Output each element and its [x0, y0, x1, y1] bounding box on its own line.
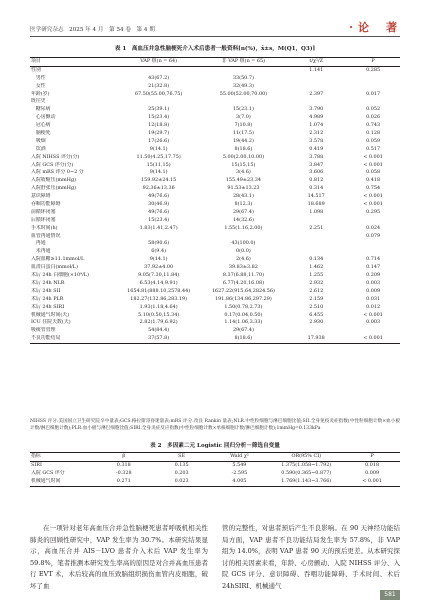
table1-cell: 后循环闭塞	[31, 216, 56, 223]
table1-cell: < 0.001	[363, 153, 383, 160]
table1-cell: 女性	[31, 82, 46, 89]
table1-cell: ICU 住院天数(天)	[31, 319, 71, 326]
table1-cell: 2.312	[309, 130, 324, 137]
table1-cell: 入院 GCS 评分(分)	[31, 161, 74, 168]
table1-cell: 术后 24h 白细胞(×10⁹/L)	[31, 272, 89, 279]
table1-cell: 0.012	[366, 303, 381, 310]
table1-cell: 男性	[31, 74, 46, 81]
table1-cell: 0.147	[366, 264, 381, 271]
table1-cell: 54(84.4)	[148, 327, 170, 334]
table1-cell	[346, 75, 400, 83]
table1-cell: 2(4.6)	[236, 256, 251, 263]
table1-cell: 21(32.8)	[148, 82, 170, 89]
table1-row	[30, 67, 400, 75]
table1-row	[30, 264, 400, 272]
table1-cell: 0.134	[309, 256, 324, 263]
table1-cell: 43(67.2)	[148, 74, 170, 81]
table1-cell	[346, 248, 400, 256]
table2-cell: -2.595	[231, 469, 248, 476]
table1-cell	[286, 217, 346, 225]
table1-cell: 糖尿病	[31, 106, 51, 113]
header-rule	[30, 36, 400, 37]
table2-cell: 1.375(1.058~1.792)	[281, 461, 332, 468]
table1-row	[30, 288, 400, 296]
table1-cell: 0.026	[366, 114, 381, 121]
table1-cell: 9(14.1)	[149, 169, 168, 176]
table1-cell: 9(14.1)	[149, 256, 168, 263]
table1-cell: 7(10.8)	[234, 122, 253, 129]
table1-cell: 0.418	[366, 177, 381, 184]
table1-cell: 0.058	[366, 169, 381, 176]
table2-header-row	[30, 453, 400, 461]
table1-cell: 1627.22(915.64,2824.56)	[211, 287, 275, 294]
table1-cell: 冠心病	[31, 122, 51, 129]
table1-cell: < 0.001	[363, 335, 383, 342]
table2-title: 表 2 多因素二元 Logistic 回归分析－筛选自变量	[150, 443, 280, 449]
table1-cell	[286, 240, 346, 248]
table1-cell: 30(46.9)	[148, 201, 170, 208]
body-paragraph-left: 在一项针对老年高血压合并急性脑梗死患者呼吸机相关性肺炎的回顾性研究中，VAP 发生率为 30.7%。本研究结果显示，高血压合并 AIS－LVO 患者介入术后 VAP 发生率为 59.8%，笔者推测本研究发生率高的原因是对合并高血压患者行 EVT 术，术后较高的血压致脑组织损伤血管内皮细胞，破坏了血	[30, 524, 208, 590]
table1-cell: 吸烟	[31, 137, 46, 144]
table1-cell: 1.55(1.16,2.00)	[224, 224, 263, 231]
table1-cell: 3(4.6)	[236, 169, 251, 176]
table1-cell: 43(100.0)	[231, 240, 256, 247]
table1-row	[30, 114, 400, 122]
table1-cell: 1.462	[309, 264, 324, 271]
table1-cell: 5.10(0.50,15.34)	[138, 311, 180, 318]
table2-bottom-rule	[30, 486, 400, 487]
table1-row	[30, 83, 400, 91]
table1-cell: 0.743	[366, 122, 381, 129]
table1-cell: 33(50.7)	[232, 74, 254, 81]
table1-cell: 0.009	[366, 287, 381, 294]
table1-cell: 入院血糖≥11.1mmol/L	[31, 256, 85, 263]
table1-cell: 0.024	[366, 224, 381, 231]
table1-cell: 19(29.7)	[148, 130, 170, 137]
table1-row	[30, 240, 400, 248]
table1-cell: 0.314	[309, 185, 324, 192]
table1-cell: 0.059	[366, 137, 381, 144]
table1-cell: 入院 NIHSS 评分(分)	[31, 153, 80, 160]
table1-cell: < 0.001	[363, 193, 383, 200]
table1-cell: 0.754	[366, 185, 381, 192]
table1-cell: 12(18.8)	[148, 122, 170, 129]
table1-cell: 术后 24h NLR	[31, 279, 65, 286]
table1-cell: 2.251	[309, 224, 324, 231]
table1-row	[30, 154, 400, 162]
table1-cell: 91.53±13.23	[227, 185, 260, 192]
table1-cell: 2.510	[309, 303, 324, 310]
table1-cell: 1.074	[309, 122, 324, 129]
table1-col-header: 项目	[31, 58, 41, 64]
table1-cell: 28(43.1)	[232, 193, 254, 200]
table1-cell: 18.689	[307, 201, 325, 208]
table1-bottom-rule	[30, 343, 400, 344]
table1-cell: 1.14(1.06,3.33)	[224, 319, 263, 326]
table2-row	[30, 470, 400, 478]
table1-row	[30, 217, 400, 225]
table1-cell: 1.141	[309, 66, 324, 73]
table1-row	[30, 106, 400, 114]
table1-cell: 术后 24h SIRI	[31, 303, 65, 310]
table1-cell: 既往史	[31, 98, 46, 105]
table1-cell: 0.419	[309, 145, 324, 152]
table1-cell: 0.003	[366, 319, 381, 326]
table1-cell: 9.05(7.30,11.84)	[138, 272, 180, 279]
table1-cell: 2.612	[309, 287, 324, 294]
table1-cell: 2.932	[309, 279, 324, 286]
table1-cell: 1654.81(888.10,2578.44)	[127, 287, 191, 294]
table1-cell: 术后 24h PLR	[31, 295, 64, 302]
body-paragraph-right: 管的完整性，对患者预后产生不良影响。在 90 天神经功能结局方面，VAP 患者不良功能结局发生率为 57.8%，非 VAP 组为 14.0%，表明 VAP 患者 90 天的预后更差。从本研究探讨的相关因素来看，年龄、心房颤动、入院 NIHSS 评分、入院 GCS 评分、意识障碍、吞咽功能障碍、手术时间、术后 24hSIRI、机械通气	[222, 524, 400, 590]
table2-col-header: OR(95% CI)	[291, 453, 322, 459]
table2-row	[30, 478, 400, 486]
table2-col-header: β	[122, 453, 126, 459]
table2-col-header: 指标	[31, 453, 41, 459]
table1-cell: 15(23.1)	[232, 106, 254, 113]
table1-cell: 术后 24h SII	[31, 287, 61, 294]
table1-cell: 0.209	[366, 272, 381, 279]
table1-cell: 血清白蛋白(mmol/L)	[31, 264, 78, 271]
table1-cell: 37(57.8)	[148, 335, 170, 342]
table1-cell: 2.82(1.79,6.92)	[139, 319, 178, 326]
table1-cell: 0.128	[366, 130, 381, 137]
table1-cell: 0.031	[366, 295, 381, 302]
page-header	[30, 19, 400, 35]
table1-cell	[346, 98, 400, 106]
table1-cell: < 0.001	[363, 161, 383, 168]
table1-cell: 血管再通情况	[31, 232, 61, 239]
table1-cell: 0(0.0)	[236, 248, 251, 255]
table1-cell: 0.003	[366, 279, 381, 286]
table1-cell: 182.27(132.86,283.19)	[130, 295, 187, 302]
table1-cell: 1.83(1.41,2.47)	[139, 224, 178, 231]
table1-cell: 15(23.4)	[148, 114, 170, 121]
table1-cell: 入院收缩压(mmHg)	[31, 177, 76, 184]
table1-cell: 3.790	[309, 106, 324, 113]
table1-cell: 脑梗死	[31, 130, 51, 137]
table1-row	[30, 225, 400, 233]
table1-cell: 0.285	[366, 66, 381, 73]
table1-row	[30, 185, 400, 193]
table1-cell: 11.50(4.25,17.75)	[136, 153, 181, 160]
table2-cell: 0.203	[174, 469, 189, 476]
table1-row	[30, 209, 400, 217]
table1-cell: 前循环闭塞	[31, 208, 56, 215]
table1-cell: 29(67.4)	[232, 327, 254, 334]
table1-cell: 3.606	[309, 169, 324, 176]
table1-row	[30, 335, 400, 343]
table1-cell: 6(9.4)	[151, 248, 166, 255]
table1-row	[30, 91, 400, 99]
table2-col-header: SE	[178, 453, 186, 459]
table1-cell: 8.37(6.88,11.70)	[222, 272, 264, 279]
table1-col-header: 非 VAP 组(n = 65)	[221, 58, 266, 64]
table1-cell: 67.50(55.00,76.75)	[134, 90, 183, 97]
table1-col-header: t/χ²/Z	[309, 58, 324, 64]
table1-cell: 15(11,15)	[146, 161, 171, 168]
table1-col-header: VAP 组(n = 64)	[140, 58, 178, 64]
table1-cell: 92.36±13.36	[142, 185, 175, 192]
table1-header-row	[30, 58, 400, 66]
table2-cell: 0.009	[365, 469, 380, 476]
table1-cell: 3.788	[309, 153, 324, 160]
table1-row	[30, 193, 400, 201]
table1-cell: 8(18.6)	[234, 145, 253, 152]
table1-row	[30, 146, 400, 154]
table1-cell: 不良功能结局	[31, 335, 61, 342]
table1-cell: 0.079	[366, 232, 381, 239]
table1-cell: 0.295	[366, 208, 381, 215]
table1-cell: 25(39.1)	[148, 106, 170, 113]
table1-row	[30, 98, 400, 106]
journal-info: 医学研究杂志 2025 年 4 月 第 54 卷 第 4 期	[30, 27, 155, 33]
table2-cell: 1.769(1.143~3.766)	[281, 477, 332, 484]
table1-cell: 1.50(0.78,2.73)	[224, 303, 263, 310]
table2-cell: 0.018	[365, 461, 380, 468]
table1-row	[30, 75, 400, 83]
table1-row	[30, 256, 400, 264]
table1-cell: 14(32.6)	[232, 216, 254, 223]
table1-cell: 8(12.3)	[234, 201, 253, 208]
table2-cell: 入院 GCS 评分	[31, 469, 65, 476]
table1-cell: 17(26.6)	[148, 137, 170, 144]
table1-cell: 11(17.5)	[232, 130, 254, 137]
table1-cell: 入院 mRS 评分 0~2 分	[31, 169, 84, 176]
table1-cell: 0.812	[309, 177, 324, 184]
table1-cell: 心房颤动	[31, 114, 56, 121]
table1-cell: 3.847	[309, 161, 324, 168]
table1-cell: 14.517	[307, 193, 325, 200]
table1-cell: 32(49.3)	[232, 82, 254, 89]
table1-cell: 0.714	[366, 256, 381, 263]
table1-cell: 3.578	[309, 137, 324, 144]
table1-cell: 49(76.6)	[148, 208, 170, 215]
table1-cell: 29(67.4)	[232, 208, 254, 215]
table2-cell: 0.135	[174, 461, 189, 468]
table1-row	[30, 272, 400, 280]
table1-cell: 机械通气时间(天)	[31, 311, 70, 318]
table1-row	[30, 327, 400, 335]
table1-cell: 15(23.4)	[148, 216, 170, 223]
table1-cell: 17.938	[307, 335, 325, 342]
table1-cell: 再通	[31, 240, 46, 247]
table1-cell: 1.098	[309, 208, 324, 215]
table1-cell: 191.86(134.86,297.29)	[215, 295, 272, 302]
table1-cell: < 0.001	[363, 311, 383, 318]
table1-row	[30, 162, 400, 170]
table2-col-header: Wald χ²	[230, 453, 249, 459]
table1-cell: 6.77(4.20,16.08)	[222, 279, 264, 286]
table2-cell: 0.590(0.365~0.877)	[281, 469, 332, 476]
table1-row	[30, 177, 400, 185]
table1-cell: 吞咽功能障碍	[31, 201, 61, 208]
table1-cell: 0.17(0.04,0.50)	[224, 311, 263, 318]
table1-row	[30, 233, 400, 241]
table1-cell: 39.83±3.82	[228, 264, 258, 271]
table1-cell: 未再通	[31, 248, 51, 255]
table1-cell: 入院舒张压(mmHg)	[31, 185, 76, 192]
table1-cell: 0.017	[366, 90, 381, 97]
table1-cell	[117, 67, 201, 75]
table1-cell: 49(76.6)	[148, 193, 170, 200]
table1	[30, 57, 400, 344]
table1-row	[30, 280, 400, 288]
table2-col-header: P	[370, 453, 374, 459]
table1-cell: 15(15,15)	[231, 161, 256, 168]
table1-cell: 意识障碍	[31, 193, 51, 200]
table1-cell: 4.989	[309, 114, 324, 121]
table1-title: 表 1 高血压并急性脑梗死介入术后患者一般资料[n(%)，x̄±s，M(Q1，Q3)]	[114, 46, 316, 52]
table1-cell	[286, 327, 346, 335]
table2-cell: 机械通气时间	[31, 477, 61, 484]
table1-row	[30, 304, 400, 312]
table1-cell: < 0.001	[363, 201, 383, 208]
table1-cell	[286, 98, 346, 106]
table2-cell: 0.318	[116, 461, 131, 468]
table1-col-header: P	[371, 58, 375, 64]
table1-cell: 2.397	[309, 90, 324, 97]
table1-cell: 55.00(52.00,70.00)	[219, 90, 268, 97]
table1-cell: 159.92±24.15	[141, 177, 177, 184]
table2-cell: 0.271	[116, 477, 131, 484]
table1-cell: 1.255	[309, 272, 324, 279]
table1-row	[30, 169, 400, 177]
table1-row	[30, 122, 400, 130]
table1-cell	[346, 83, 400, 91]
table1-cell	[286, 233, 346, 241]
table1-cell: 0.517	[366, 145, 381, 152]
table1-cell	[286, 83, 346, 91]
table2-cell: 5.549	[232, 461, 247, 468]
table2-cell: -0.328	[115, 469, 132, 476]
table1-row	[30, 138, 400, 146]
table1-cell	[346, 327, 400, 335]
table2-row	[30, 462, 400, 470]
table1-cell	[286, 248, 346, 256]
table1-cell	[346, 240, 400, 248]
page-number: 581	[380, 590, 400, 600]
table1-cell: 5.00(2.00,10.00)	[222, 153, 264, 160]
table1-cell: 8(18.6)	[234, 335, 253, 342]
table1-row	[30, 248, 400, 256]
table1-row	[30, 130, 400, 138]
table1-cell: 58(90.6)	[148, 240, 170, 247]
table1-cell: 饮酒	[31, 145, 46, 152]
table1-cell: 9(14.1)	[149, 145, 168, 152]
table1-cell: 年龄(岁)	[31, 90, 50, 97]
table1-cell: 19(44.2)	[232, 137, 254, 144]
table1-note: NIHSS 评分.美国国立卫生研究院卒中量表;GCS.格拉斯哥昏迷量表;mRS 评分.改良 Rankin 量表;NLR.中性粒细胞与淋巴细胞比值;SII.全身免疫炎症指数(中性粒细胞计数×血小板计数/淋巴细胞计数);PLR.血小板与淋巴细胞比值;SIRI.全身炎症反应指数(中性粒细胞计数×单核细胞计数/淋巴细胞计数);1mmHg=0.133kPa	[30, 419, 400, 432]
table2-cell: < 0.001	[362, 477, 382, 484]
table1-row	[30, 312, 400, 320]
table1-cell: 155.49±23.34	[225, 177, 262, 184]
table2	[30, 452, 400, 487]
table1-cell: 性别	[31, 66, 41, 73]
table1-cell: 6.455	[309, 311, 324, 318]
table1-cell	[201, 67, 287, 75]
table1-cell: 手术时间(h)	[31, 224, 58, 231]
table2-cell: 0.023	[174, 477, 189, 484]
table1-row	[30, 319, 400, 327]
table1-cell: 0.052	[366, 106, 381, 113]
table1-cell: 37.92±4.00	[144, 264, 174, 271]
section-logo: · 论 著	[349, 21, 400, 34]
table1-cell: 吸痰管管理	[31, 327, 56, 334]
table1-cell: 1.93(1.18,4.64)	[139, 303, 178, 310]
table1-cell	[346, 217, 400, 225]
table2-cell: 4.005	[232, 477, 247, 484]
table1-row	[30, 296, 400, 304]
table1-cell: 2.930	[309, 319, 324, 326]
table2-cell: SIRI	[31, 461, 42, 468]
table1-cell: 3(7.0)	[236, 114, 251, 121]
table1-row	[30, 201, 400, 209]
table1-cell: 6.53(4.14,9.91)	[139, 279, 178, 286]
table1-cell: 2.159	[309, 295, 324, 302]
table1-cell	[286, 75, 346, 83]
